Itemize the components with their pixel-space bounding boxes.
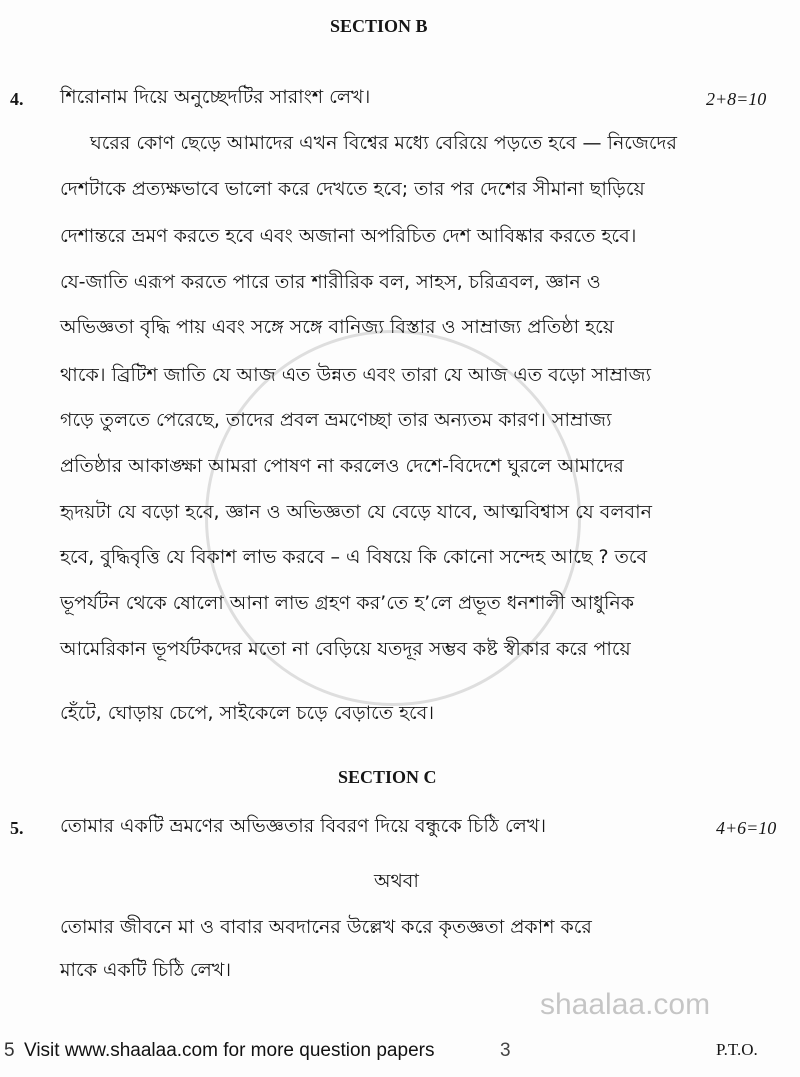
paragraph-line: গড়ে তুলতে পেরেছে, তাদের প্রবল ভ্রমণেচ্ছা তার অন্যতম কারণ। সাম্রাজ্য <box>60 409 612 431</box>
paragraph-line: হেঁটে, ঘোড়ায় চেপে, সাইকেলে চড়ে বেড়াতে হবে। <box>60 702 435 724</box>
paragraph-line: যে-জাতি এরূপ করতে পারে তার শারীরিক বল, সাহস, চরিত্রবল, জ্ঞান ও <box>60 271 601 293</box>
paragraph-line: হবে, বুদ্ধিবৃত্তি যে বিকাশ লাভ করবে – এ বিষয়ে কি কোনো সন্দেহ আছে ? তবে <box>60 546 648 568</box>
page-number: 3 <box>500 1040 511 1061</box>
q5-number: 5. <box>10 818 24 838</box>
q4-marks: 2+8=10 <box>706 89 767 109</box>
q4-number: 4. <box>10 89 24 109</box>
section-c-heading: SECTION C <box>338 767 437 787</box>
or-label: অথবা <box>374 870 419 892</box>
paragraph-line: ভূপর্যটন থেকে ষোলো আনা লাভ গ্রহণ কর’তে হ’লে প্রভূত ধনশালী আধুনিক <box>60 592 635 614</box>
footer-link[interactable]: Visit www.shaalaa.com for more question papers <box>24 1040 435 1061</box>
q5-marks: 4+6=10 <box>716 818 777 838</box>
footer-code: 5 <box>4 1040 15 1061</box>
watermark-text: shaalaa.com <box>540 988 711 1021</box>
paragraph-line: দেশটাকে প্রত্যক্ষভাবে ভালো করে দেখতে হবে; তার পর দেশের সীমানা ছাড়িয়ে <box>60 178 645 200</box>
paragraph-line: হৃদয়টা যে বড়ো হবে, জ্ঞান ও অভিজ্ঞতা যে বেড়ে যাবে, আত্মবিশ্বাস যে বলবান <box>60 501 652 523</box>
section-b-heading: SECTION B <box>330 16 428 36</box>
pto-label: P.T.O. <box>716 1040 758 1059</box>
alt-question-line: মাকে একটি চিঠি লেখ। <box>60 959 232 981</box>
q5-prompt: তোমার একটি ভ্রমণের অভিজ্ঞতার বিবরণ দিয়ে বন্ধুকে চিঠি লেখ। <box>60 815 547 837</box>
q4-prompt: শিরোনাম দিয়ে অনুচ্ছেদটির সারাংশ লেখ। <box>60 86 371 108</box>
paragraph-line: অভিজ্ঞতা বৃদ্ধি পায় এবং সঙ্গে সঙ্গে বানিজ্য বিস্তার ও সাম্রাজ্য প্রতিষ্ঠা হয়ে <box>60 316 614 338</box>
paragraph-line: দেশান্তরে ভ্রমণ করতে হবে এবং অজানা অপরিচিত দেশ আবিষ্কার করতে হবে। <box>60 225 637 247</box>
paragraph-line: থাকে। ব্রিটিশ জাতি যে আজ এত উন্নত এবং তারা যে আজ এত বড়ো সাম্রাজ্য <box>60 364 652 386</box>
paragraph-line: আমেরিকান ভূপর্যটকদের মতো না বেড়িয়ে যতদূর সম্ভব কষ্ট স্বীকার করে পায়ে <box>60 638 631 660</box>
paragraph-line: ঘরের কোণ ছেড়ে আমাদের এখন বিশ্বের মধ্যে বেরিয়ে পড়তে হবে — নিজেদের <box>90 132 677 154</box>
alt-question-line: তোমার জীবনে মা ও বাবার অবদানের উল্লেখ করে কৃতজ্ঞতা প্রকাশ করে <box>60 916 592 938</box>
paragraph-line: প্রতিষ্ঠার আকাঙ্ক্ষা আমরা পোষণ না করলেও দেশে-বিদেশে ঘুরলে আমাদের <box>60 455 624 477</box>
